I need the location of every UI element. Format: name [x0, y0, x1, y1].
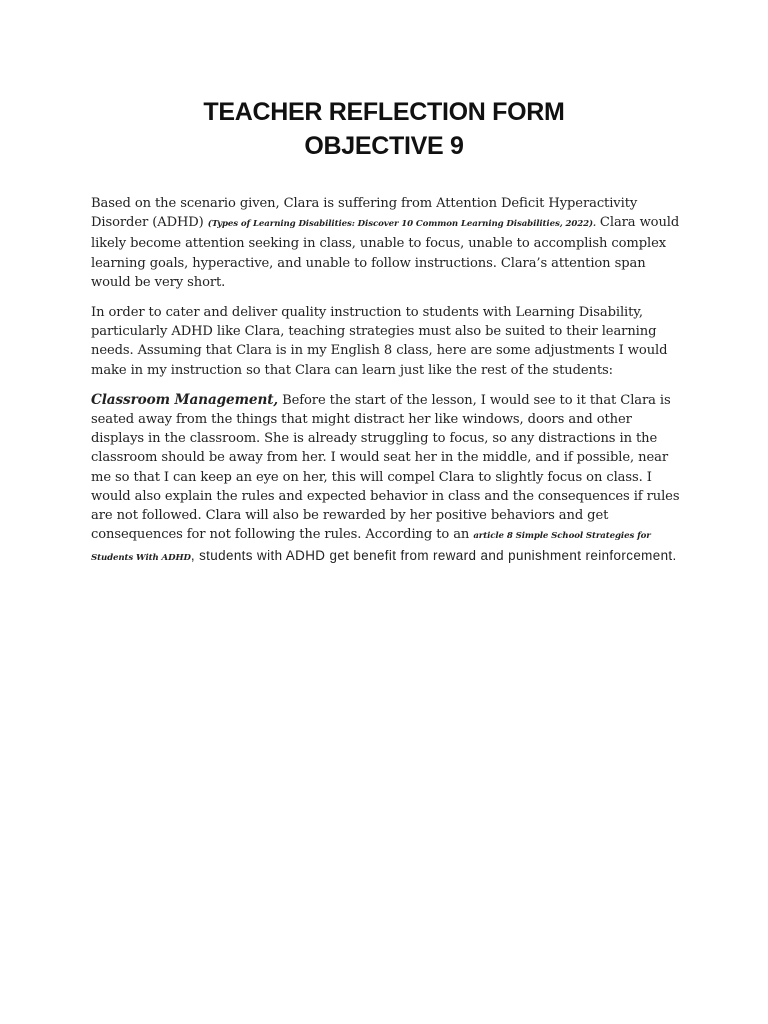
classroom-management-text-a: Before the start of the lesson, I would see to it that Clara is seated away from the things that might distract her like windows, doors and other displays in the classroom. She is already struggling to focus, so any distractions in the classroom should be away from her. I would seat her in the middle, and if possible, near me so that I can keep an eye on her, this will compel Clara to slightly focus on class. I would also explain the rules and expected behavior in class and the consequences if rules are not followed. Clara will also be rewarded by her positive behaviors and get consequences for not following the rules. According to an [91, 392, 680, 543]
citation-adhd-strategies: article 8 Simple School Strategies for Students With ADHD [91, 531, 651, 564]
form-title-line-1: TEACHER REFLECTION FORM [203, 98, 565, 126]
classroom-management-heading: Classroom Management, [91, 391, 279, 408]
paragraph-classroom-management [91, 391, 681, 569]
document-body [91, 194, 681, 580]
form-title-line-2: OBJECTIVE 9 [304, 132, 464, 160]
classroom-management-text-b: , students with ADHD get benefit from reward and punishment reinforcement. [190, 548, 677, 564]
form-title [0, 95, 768, 163]
paragraph-scenario-text-a: Based on the scenario given, Clara is suffering from Attention Deficit Hyperactivity Disorder (ADHD) [91, 196, 638, 231]
paragraph-scenario [91, 194, 681, 292]
citation-learning-disabilities: (Types of Learning Disabilities: Discover 10 Common Learning Disabilities, 2022). [207, 219, 596, 230]
paragraph-scenario-text-b: Clara would likely become attention seeking in class, unable to focus, unable to accomplish complex learning goals, hyperactive, and unable to follow instructions. Clara’s attention span would be very short. [91, 215, 680, 290]
paragraph-instruction: In order to cater and deliver quality instruction to students with Learning Disability, particularly ADHD like Clara, teaching strategies must also be suited to their learning needs. Assuming that Clara is in my English 8 class, here are some adjustments I would make in my instruction so that Clara can learn just like the rest of the students: [91, 305, 668, 378]
